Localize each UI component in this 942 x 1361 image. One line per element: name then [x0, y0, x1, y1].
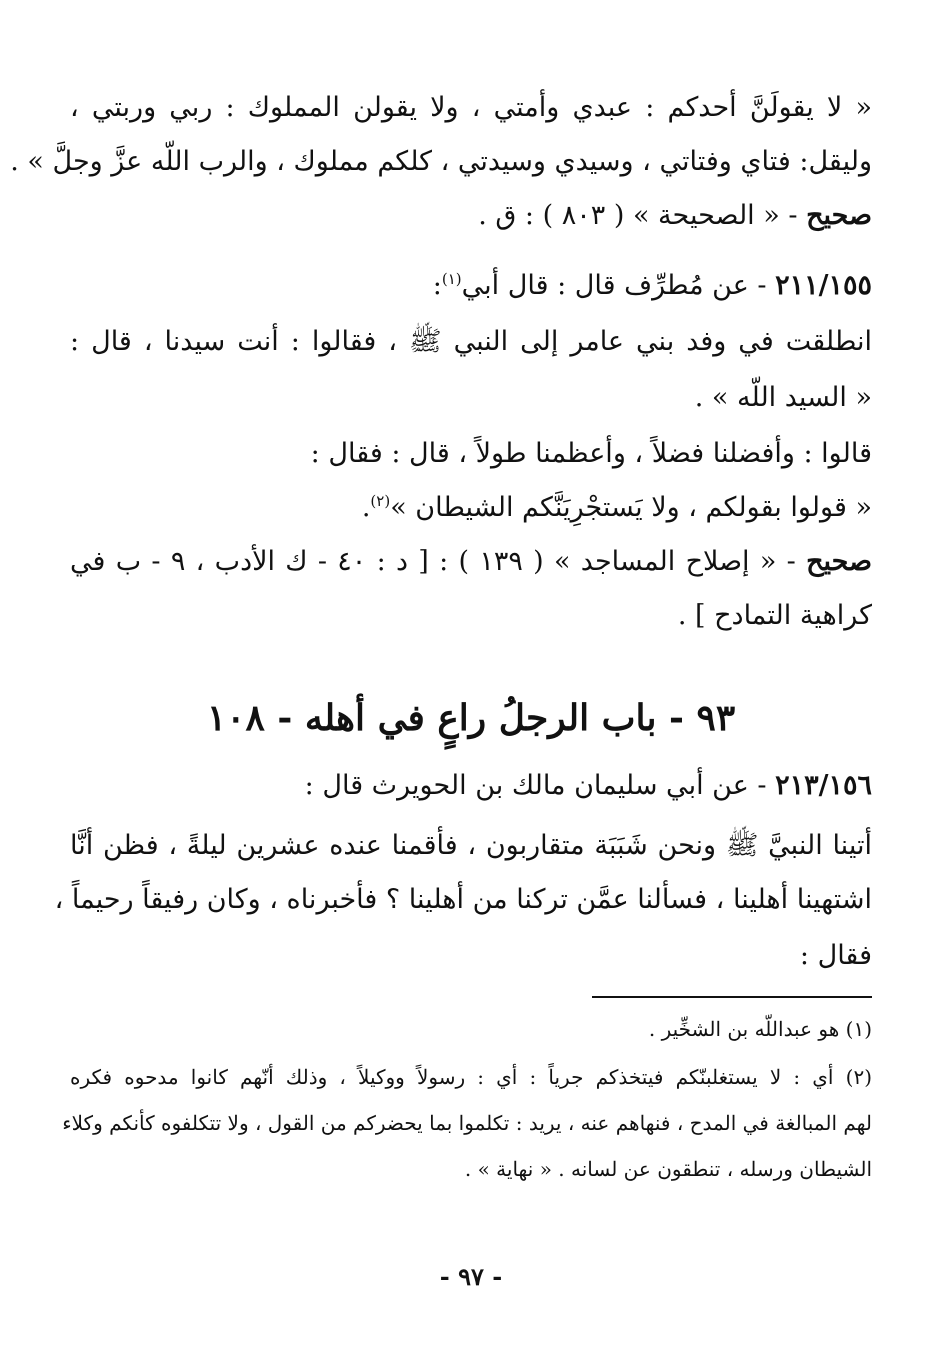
grade-reference: - « إصلاح المساجد » ( ١٣٩ ) : [ د : ٤٠ - ك الأدب ، ٩ - ب في — [70, 546, 807, 577]
page-number: - ٩٧ - — [439, 1262, 503, 1291]
footnote: (٢) أي : لا يستغلبنّكم فيتخذكم جرياً : أي : رسولاً ووكيلاً ، وذلك أنّهم كانوا مدحوه فكره — [70, 1065, 872, 1089]
hadith-text-line: « لا يقولَنَّ أحدكم : عبدي وأمتي ، ولا يقولن المملوك : ربي وربتي ، — [70, 92, 872, 123]
hadith-grade-line: كراهية التمادح ] . — [677, 600, 872, 631]
hadith-grade-line — [70, 196, 872, 236]
hadith-intro: - عن مُطرِّف قال : قال أبي — [461, 270, 776, 301]
hadith-text-line: أتينا النبيَّ ﷺ ونحن شَبَبَة متقاربون ، فأقمنا عنده عشرين ليلةً ، فظن أنَّا — [70, 830, 872, 861]
footnote: الشيطان ورسله ، تنطقون عن لسانه . « نهاية » . — [464, 1157, 872, 1181]
grade-label: صحيح — [806, 546, 873, 577]
footnote: لهم المبالغة في المدح ، فنهاهم عنه ، يريد : تكلموا بما يحضركم من القول ، ولا تتكلفوه كأنكم وكلاء — [62, 1111, 872, 1135]
hadith-quote-end: . — [361, 492, 371, 523]
grade-reference: - « الصحيحة » ( ٨٠٣ ) : ق . — [478, 200, 807, 231]
hadith-text-line: اشتهينا أهلينا ، فسألنا عمَّن تركنا من أهلينا ؟ فأخبرناه ، وكان رفيقاً رحيماً ، — [54, 884, 872, 915]
hadith-header — [70, 266, 872, 306]
hadith-text-line — [70, 488, 872, 528]
footnote: (١) هو عبداللّه بن الشخِّير . — [648, 1017, 872, 1041]
hadith-text-line: « السيد اللّه » . — [694, 382, 872, 413]
hadith-text-line: وليقل: فتاي وفتاتي ، وسيدي وسيدتي ، كلكم مملوك ، والرب اللّه عزَّ وجلَّ » . — [10, 146, 872, 177]
hadith-header — [70, 766, 872, 806]
hadith-quote: « قولوا بقولكم ، ولا يَستجْرِيَنَّكم الشيطان » — [390, 492, 872, 523]
hadith-number: ٢١٣/١٥٦ — [775, 770, 872, 801]
hadith-intro-end: : — [432, 270, 442, 301]
hadith-text-line: قالوا : وأفضلنا فضلاً ، وأعظمنا طولاً ، قال : فقال : — [310, 438, 872, 469]
footnote-ref: (٢) — [370, 492, 391, 510]
hadith-text-line: فقال : — [799, 940, 872, 971]
hadith-intro: - عن أبي سليمان مالك بن الحويرث قال : — [304, 770, 776, 801]
hadith-grade-line — [70, 542, 872, 582]
grade-label: صحيح — [806, 200, 872, 231]
hadith-number: ٢١١/١٥٥ — [775, 270, 872, 301]
hadith-text-line: انطلقت في وفد بني عامر إلى النبي ﷺ ، فقالوا : أنت سيدنا ، قال : — [70, 326, 872, 357]
footnote-ref: (١) — [441, 270, 462, 288]
chapter-title: ٩٣ - باب الرجلُ راعٍ في أهله - ١٠٨ — [206, 697, 736, 739]
footnote-separator — [592, 996, 872, 998]
